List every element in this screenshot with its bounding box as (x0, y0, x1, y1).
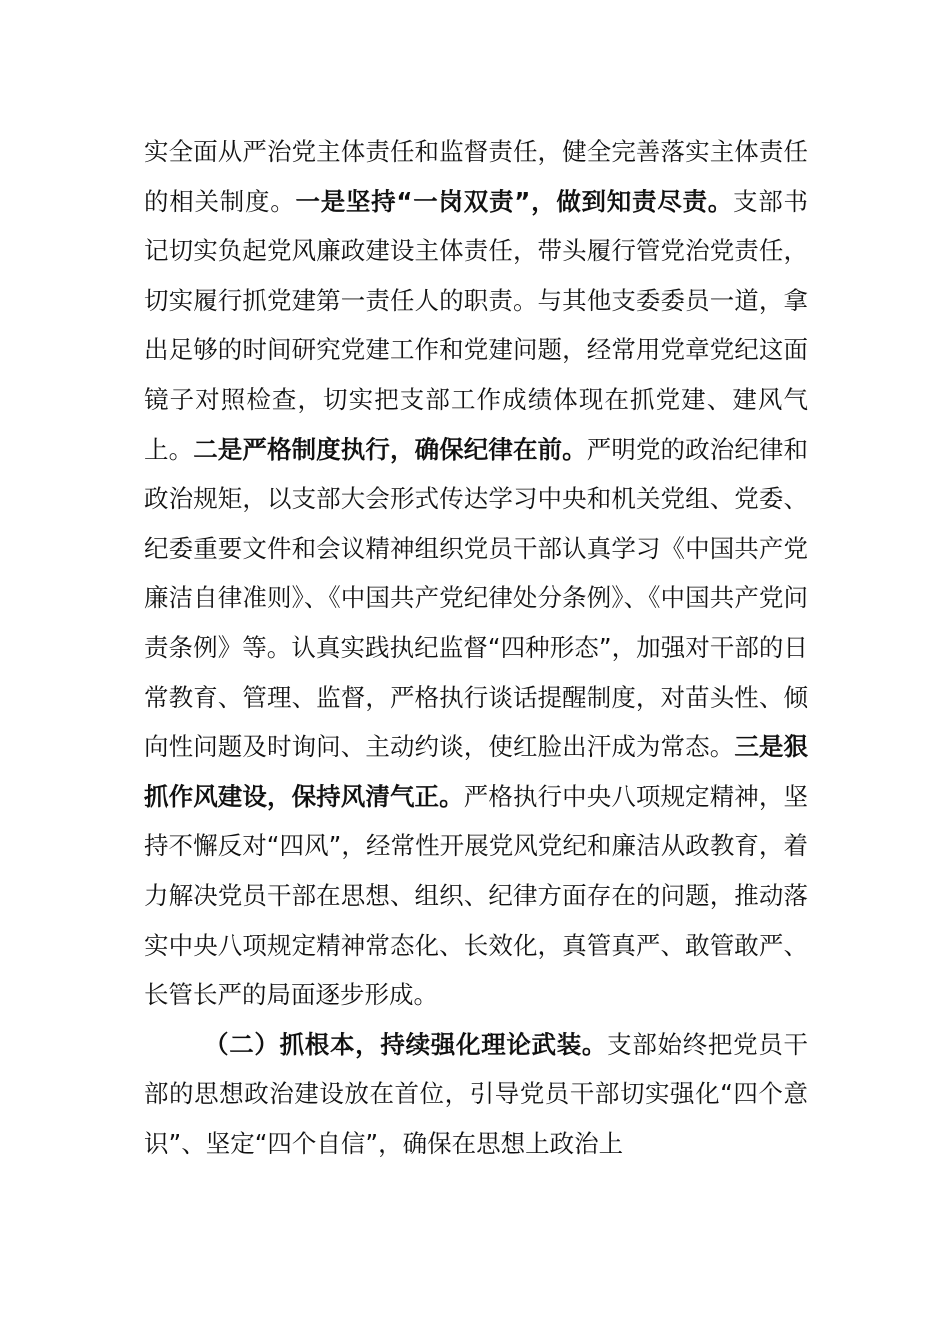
body-text: 严格执行中央八项规定精神，坚持不懈反对“四风”，经常性开展党风党纪和廉洁从政教育，着力解决党员干部在思想、组织、纪律方面存在的问题，推动落实中央八项规定精神常态化、长效化，真管真严、敢管敢严、长管长严的局面逐步形成。 (144, 781, 808, 1010)
bold-heading-two: 二是严格制度执行，确保纪律在前。 (193, 434, 587, 464)
paragraph-party-responsibility (144, 127, 808, 1020)
paragraph-theory-armament (144, 1020, 808, 1169)
document-body (144, 127, 808, 1168)
body-text: 支部始终把党员干部的思想政治建设放在首位，引导党员干部切实强化“四个意识”、坚定“四个自信”，确保在思想上政治上 (144, 1029, 809, 1158)
bold-heading-three: 三是狠抓作风建设，保持风清气正。 (144, 732, 809, 811)
section-heading-two: （二）抓根本，持续强化理论武装。 (204, 1029, 608, 1059)
bold-heading-one: 一是坚持“一岗双责”，做到知责尽责。 (295, 186, 734, 216)
body-text: 支部书记切实负起党风廉政建设主体责任，带头履行管党治党责任，切实履行抓党建第一责任人的职责。与其他支委委员一道，拿出足够的时间研究党建工作和党建问题，经常用党章党纪这面镜子对照检查，切实把支部工作成绩体现在抓党建、建风气上。 (144, 186, 808, 464)
body-text: 实全面从严治党主体责任和监督责任，健全完善落实主体责任的相关制度。 (144, 137, 808, 216)
body-text: 严明党的政治纪律和政治规矩，以支部大会形式传达学习中央和机关党组、党委、纪委重要文件和会议精神组织党员干部认真学习《中国共产党廉洁自律准则》、《中国共产党纪律处分条例》、《中国共产党问责条例》等。认真实践执纪监督“四种形态”，加强对干部的日常教育、管理、监督，严格执行谈话提醒制度，对苗头性、倾向性问题及时询问、主动约谈，使红脸出汗成为常态。 (144, 434, 809, 762)
